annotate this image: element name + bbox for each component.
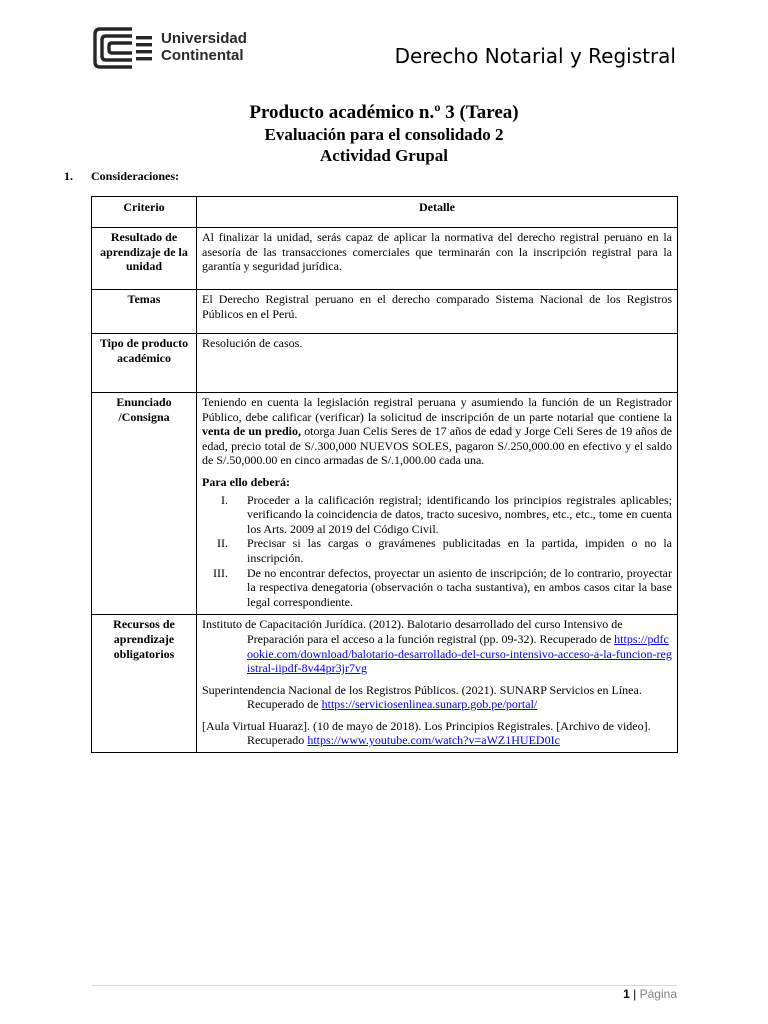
section-heading <box>64 169 179 184</box>
activity-title: Actividad Grupal <box>320 146 448 165</box>
row-detail-enunciado <box>197 393 678 615</box>
enunciado-paragraph <box>202 395 672 468</box>
table-row-resultado <box>92 228 678 290</box>
step-text: Precisar si las cargas o gravámenes publicitadas en la partida, impiden o no la inscripción. <box>247 536 672 565</box>
page-number: 1 <box>623 987 630 1001</box>
list-item <box>202 536 672 565</box>
subtitle: Evaluación para el consolidado 2 <box>264 125 504 144</box>
table-row-recursos <box>92 615 678 753</box>
row-label-temas: Temas <box>92 290 197 334</box>
page-header <box>0 0 768 90</box>
step-number: II. <box>217 536 228 551</box>
footer-divider <box>92 985 677 986</box>
university-line-2: Continental <box>161 47 244 64</box>
table-row-tipo <box>92 334 678 393</box>
row-label-recursos: Recursos de aprendizaje obligatorios <box>92 615 197 753</box>
step-text: Proceder a la calificación registral; identificando los principios registrales aplicables; verificando la coincidencia de datos, tracto sucesivo, nombres, etc., etc., tome en cuenta los Arts. 2009 al 2019 del Código Civil. <box>247 492 672 536</box>
reference-text: Superintendencia Nacional de los Registros Públicos. (2021). SUNARP Servicios en Línea. Recuperado de <box>202 682 642 712</box>
row-label-resultado: Resultado de aprendizaje de la unidad <box>92 228 197 290</box>
criteria-table <box>91 196 678 753</box>
footer-separator: | <box>633 987 637 1001</box>
reference-link[interactable]: https://pdfcookie.com/download/balotario-desarrollado-del-curso-intensivo-acceso-a-la-funcion-registral-iipdf-8v44pr3jr7vg <box>247 631 672 676</box>
enunciado-text-after: otorga Juan Celis Seres de 17 años de edad y Jorge Celi Seres de 19 años de edad, precio total de S/.300,000 NUEVOS SOLES, pagaron S/.250,000.00 en efectivo y el saldo de S/.50,000.00 en cinco armadas de S/.1,000.00 cada una. <box>202 424 673 468</box>
document-titles <box>0 101 768 166</box>
main-title: Producto académico n.º 3 (Tarea) <box>249 102 519 123</box>
continental-logo-icon <box>92 26 154 70</box>
reference-link[interactable]: https://www.youtube.com/watch?v=aWZ1HUED0Ic <box>307 733 560 748</box>
enunciado-text-before: Teniendo en cuenta la legislación registral peruana y asumiendo la función de un Registrador Público, debe calificar (verificar) la solicitud de inscripción de un parte notarial que contiene la <box>202 395 672 424</box>
row-detail-recursos <box>197 615 678 753</box>
table-row-enunciado <box>92 393 678 615</box>
steps-list <box>202 493 672 610</box>
header-detalle: Detalle <box>197 197 678 228</box>
reference-text: [Aula Virtual Huaraz]. (10 de mayo de 2018). Los Principios Registrales. [Archivo de video]. Recuperado <box>202 718 651 748</box>
course-title: Derecho Notarial y Registral <box>394 44 676 68</box>
table-row-temas <box>92 290 678 334</box>
reference-item <box>202 683 672 712</box>
step-text: De no encontrar defectos, proyectar un asiento de inscripción; de lo contrario, proyectar la respectiva denegatoria (observación o tacha sustantiva), en ambos casos citar la base legal correspondiente. <box>247 565 672 609</box>
university-line-1: Universidad <box>161 30 247 47</box>
row-label-tipo: Tipo de producto académico <box>92 334 197 393</box>
table-header-row <box>92 197 678 228</box>
page-footer <box>623 987 677 1001</box>
list-item <box>202 566 672 610</box>
page-word: Página <box>639 987 677 1001</box>
enunciado-text-bold: venta de un predio, <box>202 424 302 439</box>
step-number: III. <box>213 565 228 580</box>
step-number: I. <box>221 492 228 507</box>
reference-text: Instituto de Capacitación Jurídica. (2012). Balotario desarrollado del curso Intensivo de Preparación para el acceso a la función registral (pp. 09-32). Recuperado de <box>202 617 623 646</box>
row-label-enunciado: Enunciado /Consigna <box>92 393 197 615</box>
row-detail-temas: El Derecho Registral peruano en el derecho comparado Sistema Nacional de los Registros Públicos en el Perú. <box>197 290 678 334</box>
section-number: 1. <box>64 169 73 183</box>
list-item <box>202 493 672 537</box>
reference-item <box>202 617 672 675</box>
reference-link[interactable]: https://serviciosenlinea.sunarp.gob.pe/portal/ <box>321 697 538 712</box>
header-criterio: Criterio <box>92 197 197 228</box>
row-detail-tipo: Resolución de casos. <box>197 334 678 393</box>
reference-item <box>202 719 672 748</box>
para-ello-heading: Para ello deberá: <box>202 474 290 489</box>
section-title: Consideraciones: <box>91 169 179 183</box>
university-name <box>161 30 247 64</box>
row-detail-resultado: Al finalizar la unidad, serás capaz de aplicar la normativa del derecho registral peruano en la asesoría de las transacciones comerciales que terminarán con la inscripción registral para la garantía y seguridad jurídica. <box>197 228 678 290</box>
